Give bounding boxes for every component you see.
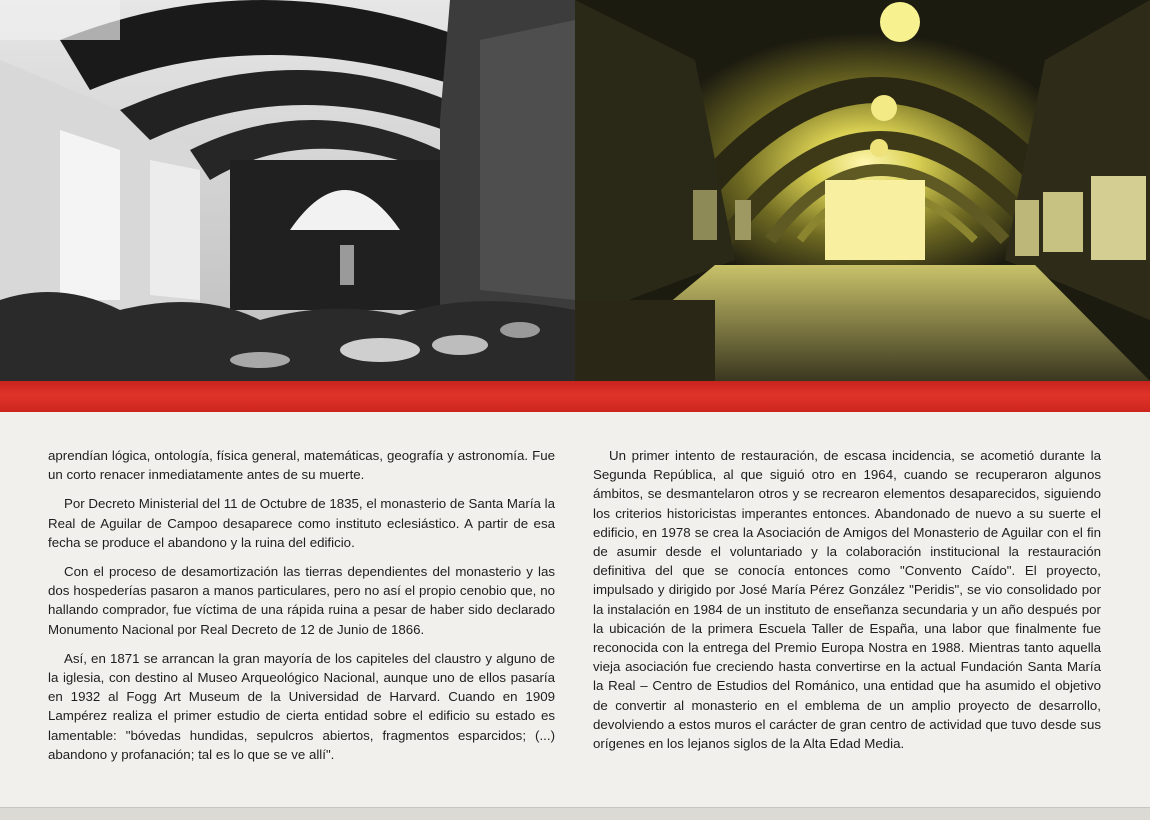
cloister-photo [575, 0, 1150, 381]
right-column [593, 446, 1101, 763]
left-column [48, 446, 555, 774]
paragraph: Un primer intento de restauración, de escasa incidencia, se acometió durante la Segunda República, al que siguió otro en 1964, cuando se recuperaron algunos ámbitos, se desmantelaron otros y se recrearon elementos desaparecidos, siguiendo los criterios historicistas imperantes entonces. Abandonado de nuevo a su suerte el edificio, en 1978 se crea la Asociación de Amigos del Monasterio de Aguilar con el fin de asumir desde el voluntariado y la colaboración institucional la restauración definitiva del que se conocía entonces como "Convento Caído". El proyecto, impulsado y dirigido por José María Pérez González "Peridis", se vio consolidado por la instalación en 1984 de un instituto de enseñanza secundaria y un año después por la ubicación de la primera Escuela Taller de España, una labor que finalmente fue reconocida con la entrega del Premio Europa Nostra en 1988. Mientras tanto aquella vieja asociación fue creciendo hasta convertirse en la actual Fundación Santa María la Real – Centro de Estudios del Románico, una entidad que ha asumido el objetivo de convertir al monasterio en el emblema de un amplio proyecto de desarrollo, devolviendo a estos muros el carácter de gran centro de actividad que tuvo desde sus orígenes en los lejanos siglos de la Alta Edad Media. [593, 448, 1101, 752]
ruins-photo [0, 0, 575, 381]
paragraph: Así, en 1871 se arrancan la gran mayoría de los capiteles del claustro y alguno de la iglesia, con destino al Museo Arqueológico Nacional, aunque uno de ellos pasaría en 1932 al Fogg Art Museum de la Universidad de Harvard. Cuando en 1909 Lampérez realiza el primer estudio de cierta entidad sobre el edificio su estado es lamentable: "bóvedas hundidas, sepulcros abiertos, fragmentos esparcidos; (...) abandono y profanación; tal es lo que se ve allí". [48, 650, 555, 762]
paragraph: Con el proceso de desamortización las tierras dependientes del monasterio y las dos hospederías pasaron a manos particulares, pero no así el propio cenobio que, no hallando comprador, fue víctima de una rápida ruina a pesar de haber sido declarado Monumento Nacional por Real Decreto de 12 de Junio de 1866. [48, 564, 555, 637]
paragraph: aprendían lógica, ontología, física general, matemáticas, geografía y astronomía. Fue un corto renacer inmediatamente antes de su muerte. [48, 448, 555, 483]
text-page [0, 412, 1150, 807]
paragraph: Por Decreto Ministerial del 11 de Octubre de 1835, el monasterio de Santa María la Real de Aguilar de Campoo desaparece como instituto eclesiástico. A partir de esa fecha se produce el abandono y la ruina del edificio. [48, 496, 555, 550]
red-band [0, 381, 1150, 412]
page-edge [0, 807, 1150, 820]
photo-strip [0, 0, 1150, 381]
